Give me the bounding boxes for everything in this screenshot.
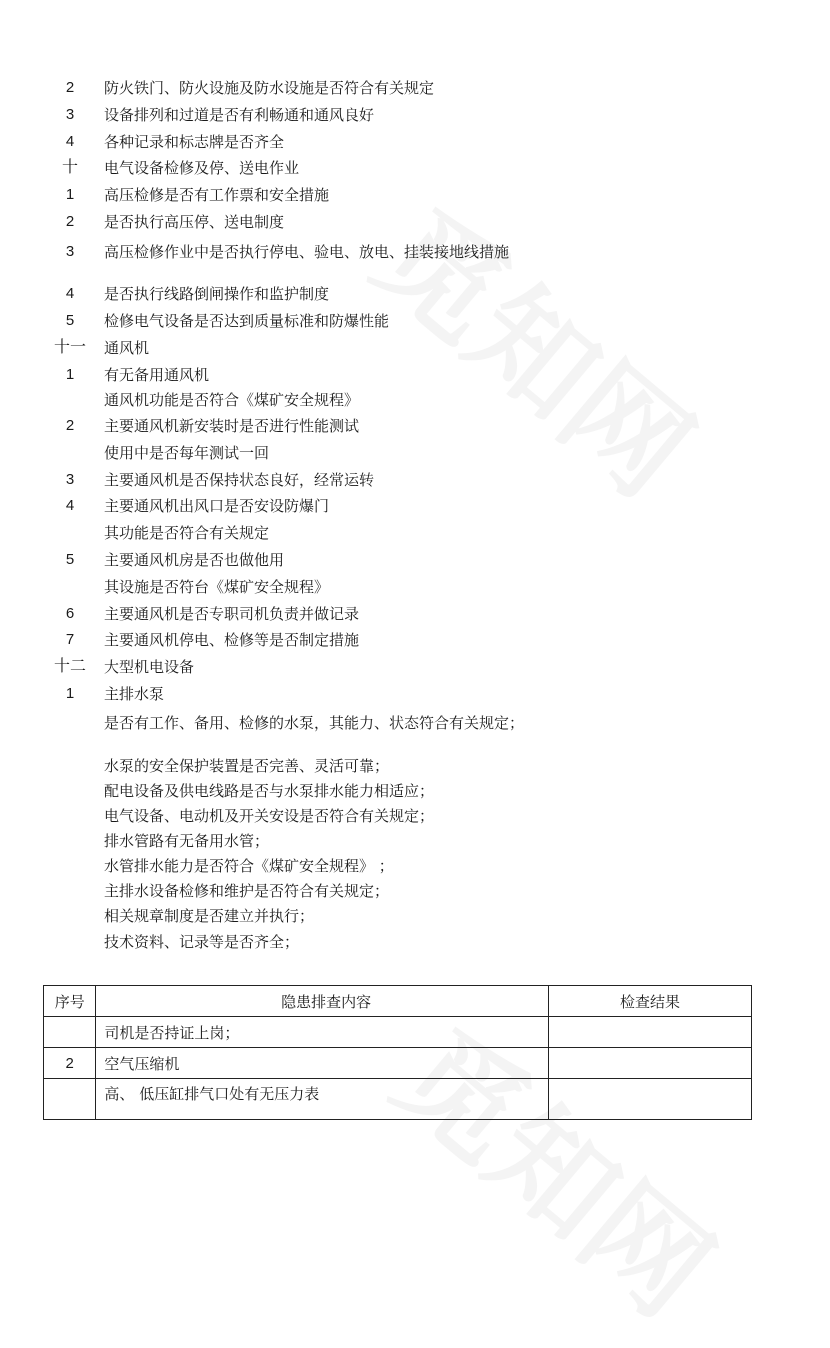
header-serial: 序号 [44, 986, 96, 1017]
section-number: 十二 [53, 658, 86, 675]
item-text: 使用中是否每年测试一回 [104, 444, 270, 462]
item-text: 有无备用通风机 [104, 366, 210, 384]
section-number: 十一 [53, 339, 86, 356]
item-number: 3 [65, 243, 75, 260]
item-number: 1 [65, 685, 75, 702]
item-text: 是否执行高压停、送电制度 [104, 213, 285, 231]
table-row [44, 1017, 752, 1048]
item-text: 主要通风机是否专职司机负责并做记录 [104, 605, 360, 623]
item-text: 主要通风机新安装时是否进行性能测试 [104, 417, 360, 435]
item-text: 主要通风机出风口是否安设防爆门 [104, 497, 330, 515]
item-number: 7 [65, 631, 75, 648]
item-number: 3 [65, 106, 75, 123]
section-number: 十 [61, 159, 78, 176]
item-text: 各种记录和标志牌是否齐全 [104, 133, 285, 151]
item-text: 主排水泵 [104, 685, 165, 703]
inspection-table [43, 985, 752, 1120]
item-text: 高压检修作业中是否执行停电、验电、放电、挂装接地线措施 [104, 243, 510, 261]
item-number: 2 [65, 79, 75, 96]
row-content: 高、 低压缸排气口处有无压力表 [96, 1079, 549, 1120]
item-text: 电气设备、电动机及开关安设是否符合有关规定； [104, 807, 435, 825]
row-serial [44, 1079, 96, 1120]
item-number: 5 [65, 551, 75, 568]
item-text: 主要通风机是否保持状态良好，经常运转 [104, 471, 375, 489]
item-text: 通风机功能是否符合《煤矿安全规程》 [104, 391, 360, 409]
row-serial [44, 1017, 96, 1048]
item-number: 6 [65, 605, 75, 622]
table-row [44, 1048, 752, 1079]
item-number: 3 [65, 471, 75, 488]
item-text: 排水管路有无备用水管； [104, 832, 270, 850]
table-row [44, 1079, 752, 1120]
table-header-row [44, 986, 752, 1017]
section-title: 电气设备检修及停、送电作业 [104, 159, 300, 177]
item-text: 其设施是否符台《煤矿安全规程》 [104, 578, 330, 596]
row-result [548, 1017, 751, 1048]
item-text: 防火铁门、防火设施及防水设施是否符合有关规定 [104, 79, 435, 97]
item-text: 相关规章制度是否建立并执行； [104, 907, 315, 925]
item-number: 5 [65, 312, 75, 329]
section-title: 大型机电设备 [104, 658, 195, 676]
item-number: 4 [65, 497, 75, 514]
item-text: 技术资料、记录等是否齐全； [104, 933, 300, 951]
item-text: 主要通风机房是否也做他用 [104, 551, 285, 569]
header-content: 隐患排查内容 [96, 986, 549, 1017]
header-result: 检查结果 [548, 986, 751, 1017]
item-text: 高压检修是否有工作票和安全措施 [104, 186, 330, 204]
item-number: 4 [65, 285, 75, 302]
item-text: 水管排水能力是否符合《煤矿安全规程》 ； [104, 857, 394, 875]
item-number: 1 [65, 366, 75, 383]
row-content: 空气压缩机 [96, 1048, 549, 1079]
item-text: 配电设备及供电线路是否与水泵排水能力相适应； [104, 782, 435, 800]
item-number: 1 [65, 186, 75, 203]
row-serial: 2 [44, 1048, 96, 1079]
item-text: 主排水设备检修和维护是否符合有关规定； [104, 882, 390, 900]
row-result [548, 1048, 751, 1079]
item-number: 2 [65, 213, 75, 230]
item-number: 2 [65, 417, 75, 434]
item-text: 主要通风机停电、检修等是否制定措施 [104, 631, 360, 649]
item-text: 检修电气设备是否达到质量标准和防爆性能 [104, 312, 390, 330]
item-text: 是否执行线路倒闸操作和监护制度 [104, 285, 330, 303]
item-text: 水泵的安全保护装置是否完善、灵活可靠； [104, 757, 390, 775]
row-content: 司机是否持证上岗； [96, 1017, 549, 1048]
section-title: 通风机 [104, 339, 150, 357]
row-result [548, 1079, 751, 1120]
item-number: 4 [65, 133, 75, 150]
item-text: 是否有工作、备用、检修的水泵，其能力、状态符合有关规定； [104, 714, 525, 732]
item-text: 其功能是否符合有关规定 [104, 524, 270, 542]
item-text: 设备排列和过道是否有利畅通和通风良好 [104, 106, 375, 124]
